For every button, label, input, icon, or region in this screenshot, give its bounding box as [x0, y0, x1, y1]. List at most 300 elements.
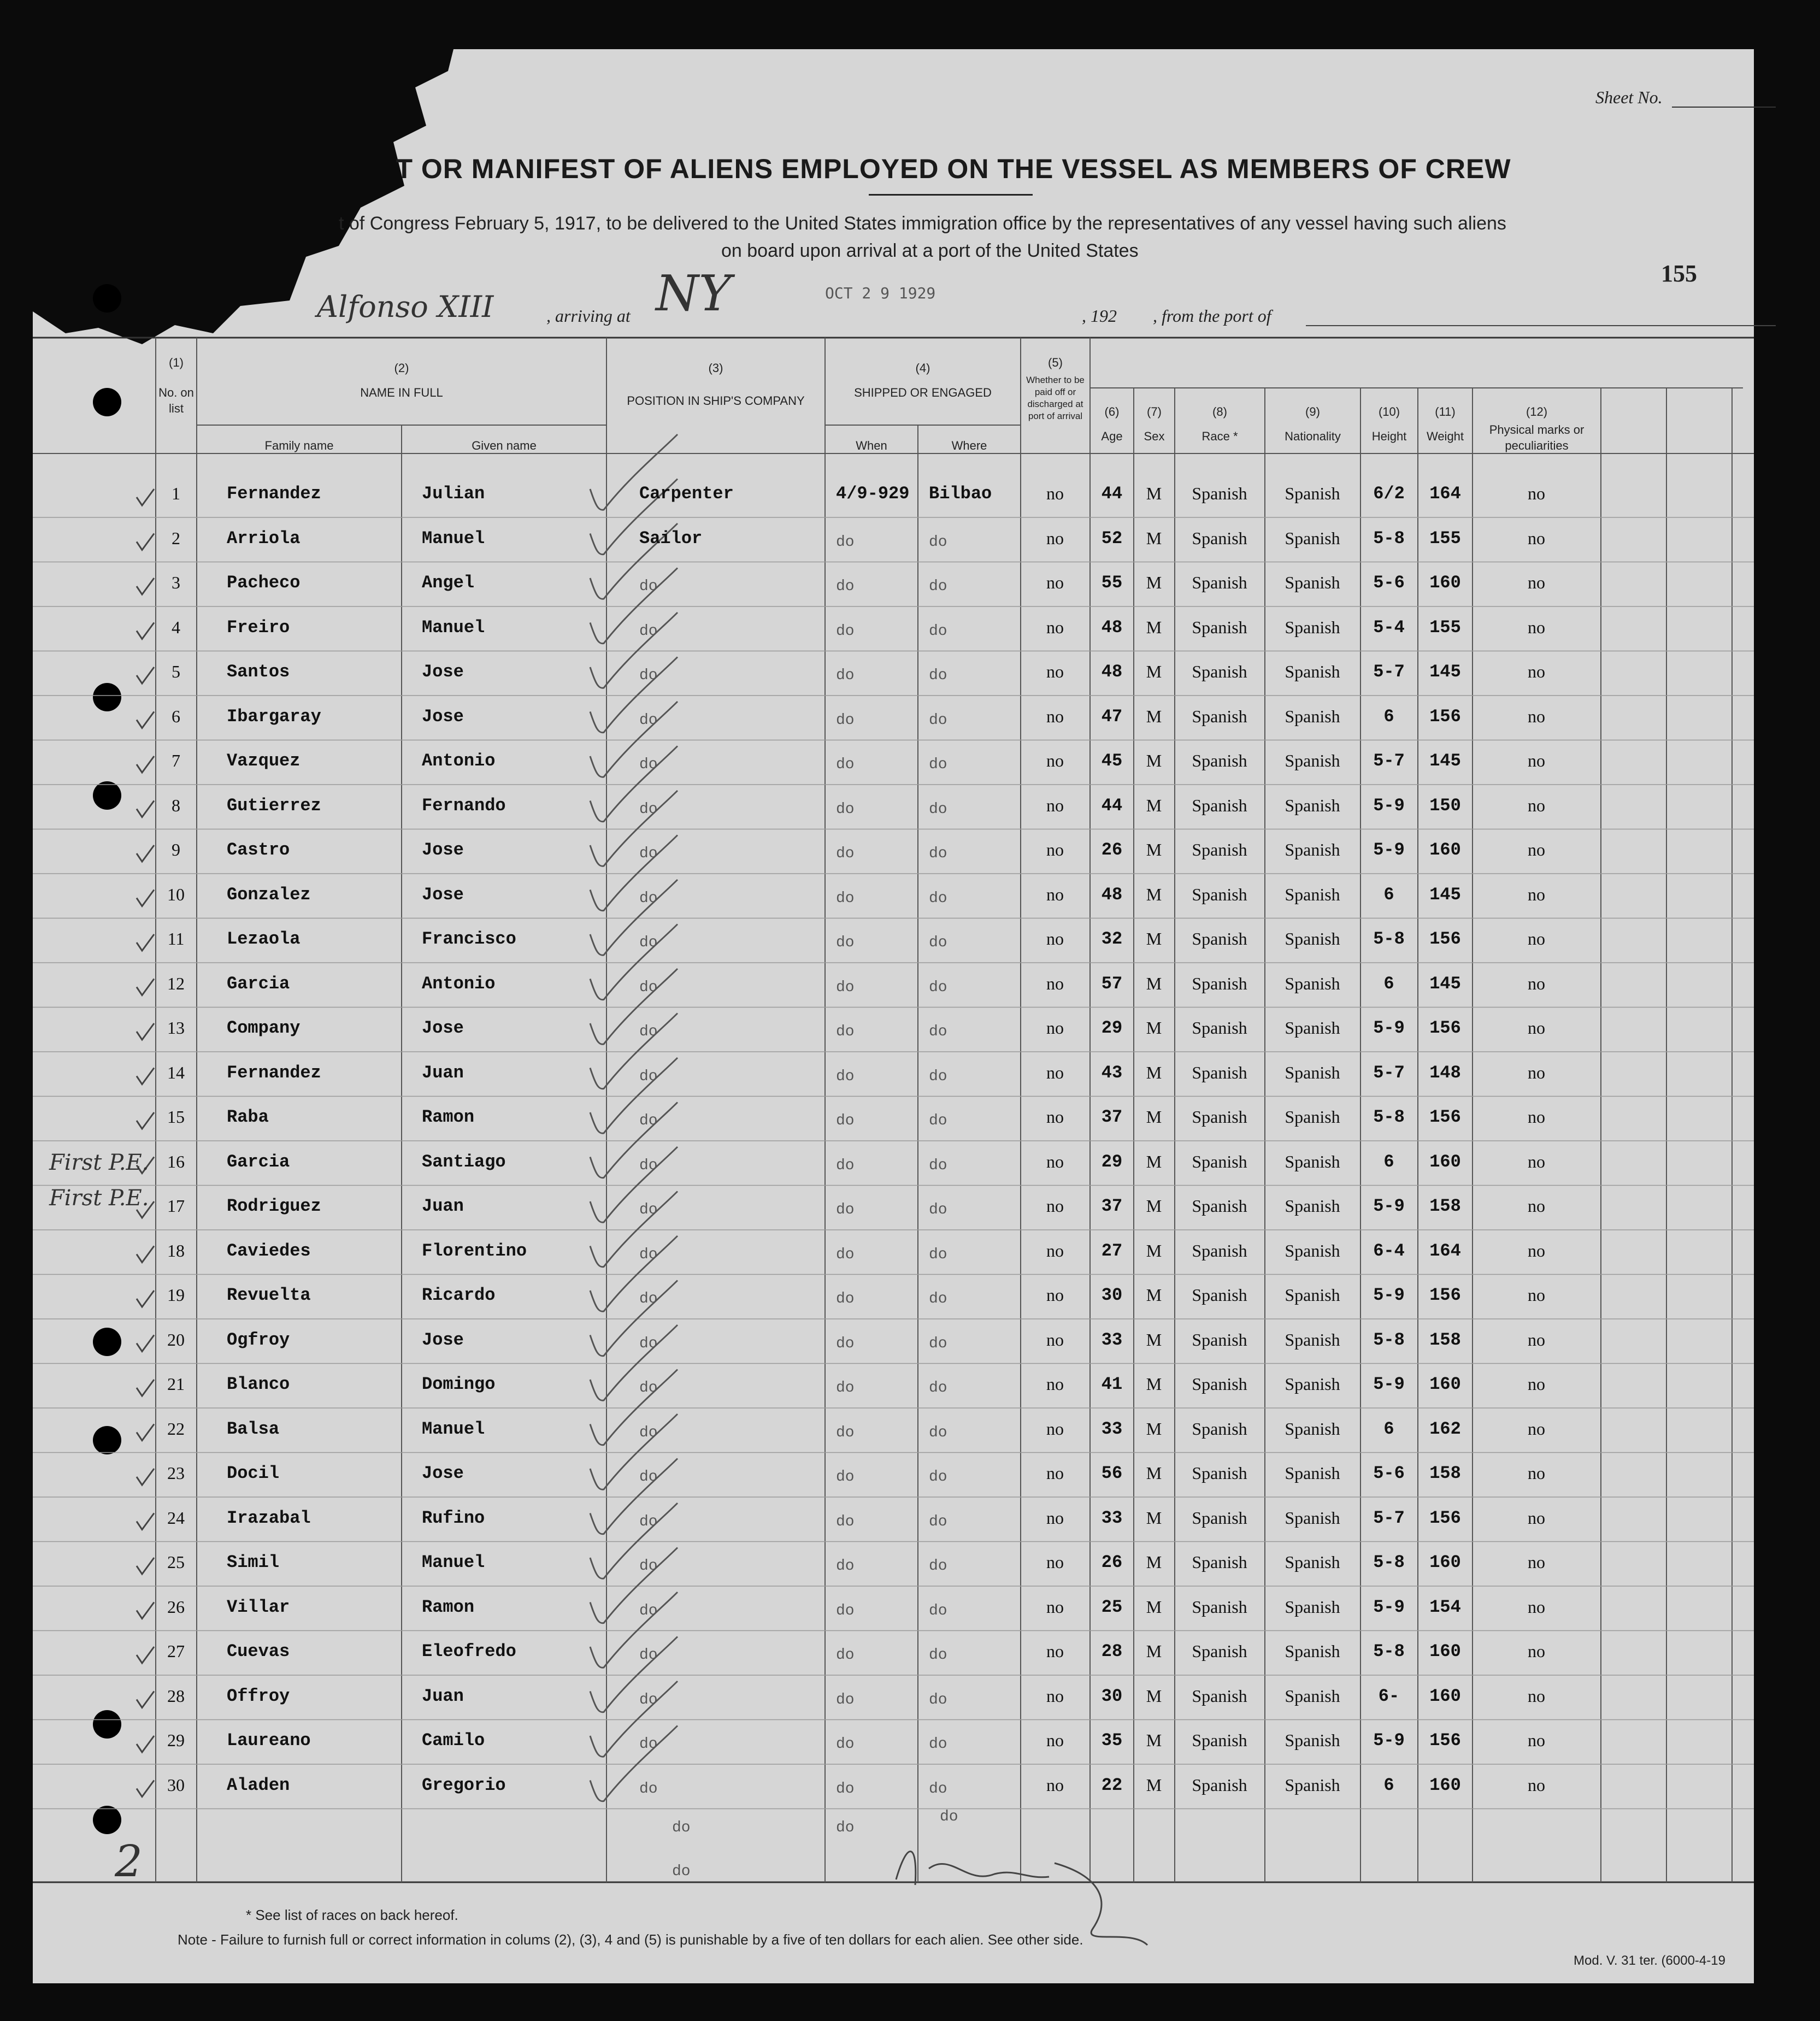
cell-nationality: Spanish	[1285, 1240, 1340, 1260]
cell-marks: no	[1528, 1775, 1545, 1795]
cell-family: Lezaola	[227, 929, 301, 949]
cell-nationality: Spanish	[1285, 1285, 1340, 1305]
cell-age: 47	[1101, 706, 1123, 727]
cell-when: do	[836, 711, 855, 729]
cell-family: Castro	[227, 840, 290, 860]
col4a-header: When	[856, 439, 887, 452]
cell-height: 5-8	[1373, 929, 1405, 949]
cell-family: Irazabal	[227, 1507, 311, 1528]
cell-weight: 150	[1429, 795, 1461, 816]
cell-paid: no	[1046, 1418, 1064, 1439]
cell-nationality: Spanish	[1285, 1463, 1340, 1483]
cell-weight: 164	[1429, 484, 1461, 504]
cell-where: do	[929, 756, 947, 773]
cell-age: 57	[1101, 973, 1123, 994]
cell-sex: M	[1146, 1686, 1162, 1706]
cell-family: Arriola	[227, 528, 301, 549]
cell-no: 3	[172, 573, 180, 592]
cell-race: Spanish	[1192, 484, 1247, 503]
cell-nationality: Spanish	[1285, 662, 1340, 681]
cell-race: Spanish	[1192, 1463, 1247, 1483]
cell-race: Spanish	[1192, 1418, 1247, 1439]
cell-weight: 145	[1429, 751, 1461, 771]
cell-nationality: Spanish	[1285, 1374, 1340, 1394]
cell-weight: 156	[1429, 1730, 1461, 1751]
cell-family: Balsa	[227, 1418, 280, 1439]
cell-given: Jose	[422, 884, 464, 905]
cell-family: Fernandez	[227, 484, 321, 504]
cell-weight: 155	[1429, 617, 1461, 638]
cell-weight: 158	[1429, 1329, 1461, 1350]
cell-when: do	[836, 1736, 855, 1753]
cell-height: 6	[1383, 1151, 1394, 1172]
col9-number: (9)	[1305, 405, 1320, 419]
cell-when: do	[836, 1112, 855, 1129]
cell-race: Spanish	[1192, 1107, 1247, 1127]
cell-age: 48	[1101, 662, 1123, 682]
cell-age: 26	[1101, 1552, 1123, 1572]
cell-when: do	[836, 1201, 855, 1218]
cell-given: Jose	[422, 706, 464, 727]
cell-sex: M	[1146, 1730, 1162, 1750]
cell-no: 17	[167, 1196, 185, 1216]
cell-where: do	[929, 1469, 947, 1486]
cell-given: Antonio	[422, 751, 496, 771]
cell-no: 30	[167, 1775, 185, 1795]
arriving-port: NY	[656, 265, 732, 322]
cell-age: 22	[1101, 1775, 1123, 1795]
cell-race: Spanish	[1192, 840, 1247, 859]
cell-paid: no	[1046, 1285, 1064, 1305]
cell-marks: no	[1528, 528, 1545, 548]
cell-race: Spanish	[1192, 1507, 1247, 1528]
cell-where: do	[929, 711, 947, 729]
cell-when: do	[836, 1068, 855, 1085]
cell-paid: no	[1046, 528, 1064, 548]
cell-race: Spanish	[1192, 1018, 1247, 1038]
cell-paid: no	[1046, 706, 1064, 726]
cell-age: 48	[1101, 617, 1123, 638]
cell-where: Bilbao	[929, 484, 992, 504]
margin-note-row17: First P.E.	[49, 1186, 149, 1211]
cell-marks: no	[1528, 484, 1545, 503]
sheet-number-label: Sheet No.	[1595, 87, 1663, 107]
cell-given: Jose	[422, 1463, 464, 1483]
col12-header: Physical marks or peculiarities	[1489, 423, 1585, 452]
cell-family: Villar	[227, 1596, 290, 1617]
cell-marks: no	[1528, 662, 1545, 681]
form-title: T OR MANIFEST OF ALIENS EMPLOYED ON THE VESSEL AS MEMBERS OF CREW	[396, 154, 1511, 184]
cell-when: do	[836, 1602, 855, 1619]
cell-height: 5-9	[1373, 1285, 1405, 1305]
cell-given: Domingo	[422, 1374, 496, 1394]
cell-paid: no	[1046, 1018, 1064, 1038]
cell-given: Camilo	[422, 1730, 485, 1751]
cell-family: Cuevas	[227, 1641, 290, 1661]
cell-marks: no	[1528, 884, 1545, 904]
col11-header: Weight	[1426, 429, 1464, 443]
col1-header: No. on list	[158, 386, 194, 415]
cell-sex: M	[1146, 929, 1162, 948]
cell-when: do	[836, 1424, 855, 1441]
cell-age: 37	[1101, 1107, 1123, 1127]
cell-where: do	[929, 622, 947, 640]
margin-note-count: 2	[115, 1836, 143, 1887]
cell-when: do	[836, 1558, 855, 1575]
cell-marks: no	[1528, 1730, 1545, 1750]
cell-where: do	[929, 1558, 947, 1575]
cell-where: do	[929, 1380, 947, 1397]
cell-sex: M	[1146, 1641, 1162, 1661]
cell-sex: M	[1146, 973, 1162, 993]
cell-nationality: Spanish	[1285, 751, 1340, 770]
cell-marks: no	[1528, 1151, 1545, 1171]
cell-where: do	[929, 1780, 947, 1798]
cell-paid: no	[1046, 617, 1064, 637]
cell-given: Juan	[422, 1196, 464, 1216]
cell-height: 5-9	[1373, 795, 1405, 816]
cell-family: Vazquez	[227, 751, 301, 771]
cell-marks: no	[1528, 795, 1545, 815]
cell-paid: no	[1046, 1730, 1064, 1750]
cell-marks: no	[1528, 1418, 1545, 1439]
cell-paid: no	[1046, 1463, 1064, 1483]
cell-paid: no	[1046, 795, 1064, 815]
cell-paid: no	[1046, 1641, 1064, 1661]
cell-sex: M	[1146, 484, 1162, 503]
cell-age: 33	[1101, 1507, 1123, 1528]
extra-ditto-position: do	[672, 1819, 691, 1836]
cell-position: do	[639, 1647, 658, 1664]
cell-when: do	[836, 756, 855, 773]
col4-header: SHIPPED OR ENGAGED	[854, 386, 992, 399]
col6-header: Age	[1101, 429, 1123, 443]
cell-where: do	[929, 1023, 947, 1040]
col8-number: (8)	[1212, 405, 1227, 419]
cell-weight: 156	[1429, 1285, 1461, 1305]
cell-no: 24	[167, 1507, 185, 1528]
cell-no: 13	[167, 1018, 185, 1038]
cell-given: Juan	[422, 1686, 464, 1706]
cell-given: Antonio	[422, 973, 496, 994]
cell-sex: M	[1146, 1552, 1162, 1572]
cell-race: Spanish	[1192, 617, 1247, 637]
cell-paid: no	[1046, 1240, 1064, 1260]
margin-note-row16: First P.E.	[49, 1150, 149, 1175]
cell-no: 5	[172, 662, 180, 681]
cell-given: Francisco	[422, 929, 516, 949]
cell-no: 1	[172, 484, 180, 503]
form-model-number: Mod. V. 31 ter. (6000-4-19	[1574, 1953, 1725, 1968]
cell-marks: no	[1528, 840, 1545, 859]
cell-when: do	[836, 622, 855, 640]
cell-when: do	[836, 578, 855, 595]
cell-no: 18	[167, 1240, 185, 1260]
table-grid	[33, 49, 1754, 1983]
cell-nationality: Spanish	[1285, 884, 1340, 904]
cell-where: do	[929, 845, 947, 862]
cell-position: do	[639, 889, 658, 907]
cell-when: do	[836, 1647, 855, 1664]
cell-height: 5-7	[1373, 662, 1405, 682]
cell-given: Julian	[422, 484, 485, 504]
form-subtitle-2: on board upon arrival at a port of the United States	[721, 240, 1139, 261]
cell-weight: 158	[1429, 1196, 1461, 1216]
cell-race: Spanish	[1192, 1062, 1247, 1082]
cell-height: 6-4	[1373, 1240, 1405, 1261]
cell-marks: no	[1528, 1062, 1545, 1082]
cell-no: 23	[167, 1463, 185, 1483]
cell-marks: no	[1528, 1196, 1545, 1216]
cell-marks: no	[1528, 1018, 1545, 1038]
cell-when: do	[836, 1469, 855, 1486]
cell-where: do	[929, 667, 947, 684]
col5-number: (5)	[1048, 356, 1063, 369]
cell-sex: M	[1146, 528, 1162, 548]
cell-nationality: Spanish	[1285, 1775, 1340, 1795]
cell-no: 25	[167, 1552, 185, 1572]
cell-weight: 158	[1429, 1463, 1461, 1483]
cell-where: do	[929, 1647, 947, 1664]
cell-race: Spanish	[1192, 751, 1247, 770]
col2a-header: Family name	[264, 439, 334, 452]
cell-where: do	[929, 1068, 947, 1085]
cell-no: 22	[167, 1418, 185, 1439]
cell-position: do	[639, 1424, 658, 1441]
cell-age: 29	[1101, 1151, 1123, 1172]
cell-given: Gregorio	[422, 1775, 506, 1795]
cell-no: 10	[167, 884, 185, 904]
cell-position: do	[639, 1469, 658, 1486]
cell-weight: 145	[1429, 973, 1461, 994]
cell-marks: no	[1528, 1329, 1545, 1350]
cell-where: do	[929, 1691, 947, 1708]
cell-family: Gonzalez	[227, 884, 311, 905]
col11-number: (11)	[1435, 405, 1456, 419]
cell-position: do	[639, 1291, 658, 1307]
cell-weight: 162	[1429, 1418, 1461, 1439]
cell-paid: no	[1046, 1775, 1064, 1795]
cell-sex: M	[1146, 1418, 1162, 1439]
cell-height: 5-9	[1373, 1596, 1405, 1617]
cell-weight: 156	[1429, 929, 1461, 949]
cell-where: do	[929, 578, 947, 595]
cell-height: 5-4	[1373, 617, 1405, 638]
cell-weight: 160	[1429, 1686, 1461, 1706]
cell-where: do	[929, 1291, 947, 1307]
col2-header: NAME IN FULL	[360, 386, 443, 399]
cell-given: Fernando	[422, 795, 506, 816]
col1-number: (1)	[169, 356, 184, 369]
cell-no: 11	[167, 929, 185, 948]
cell-when: do	[836, 1246, 855, 1263]
cell-weight: 160	[1429, 1374, 1461, 1394]
extra-ditto-where: do	[940, 1808, 958, 1825]
cell-paid: no	[1046, 840, 1064, 859]
cell-nationality: Spanish	[1285, 528, 1340, 548]
cell-nationality: Spanish	[1285, 1552, 1340, 1572]
cell-weight: 145	[1429, 884, 1461, 905]
cell-position: do	[639, 1513, 658, 1530]
cell-no: 8	[172, 795, 180, 815]
cell-age: 30	[1101, 1285, 1123, 1305]
cell-position: do	[639, 845, 658, 862]
cell-family: Fernandez	[227, 1062, 321, 1083]
cell-weight: 160	[1429, 1641, 1461, 1661]
cell-race: Spanish	[1192, 1151, 1247, 1171]
col3-header: POSITION IN SHIP'S COMPANY	[627, 394, 805, 408]
cell-no: 12	[167, 973, 185, 993]
cell-where: do	[929, 1736, 947, 1753]
cell-paid: no	[1046, 751, 1064, 770]
cell-given: Santiago	[422, 1151, 506, 1172]
cell-family: Laureano	[227, 1730, 311, 1751]
cell-height: 5-6	[1373, 573, 1405, 593]
race-footnote: * See list of races on back hereof.	[246, 1907, 458, 1923]
cell-where: do	[929, 800, 947, 818]
year-label: , 192	[1082, 306, 1117, 326]
cell-sex: M	[1146, 884, 1162, 904]
cell-no: 9	[172, 840, 180, 859]
cell-nationality: Spanish	[1285, 1151, 1340, 1171]
cell-marks: no	[1528, 1641, 1545, 1661]
cell-position: do	[639, 711, 658, 729]
cell-paid: no	[1046, 1151, 1064, 1171]
cell-where: do	[929, 889, 947, 907]
cell-paid: no	[1046, 1374, 1064, 1394]
cell-no: 27	[167, 1641, 185, 1661]
cell-race: Spanish	[1192, 662, 1247, 681]
cell-nationality: Spanish	[1285, 573, 1340, 592]
cell-when: do	[836, 533, 855, 551]
cell-paid: no	[1046, 1329, 1064, 1350]
cell-weight: 160	[1429, 573, 1461, 593]
cell-where: do	[929, 533, 947, 551]
col2b-header: Given name	[472, 439, 537, 452]
cell-family: Company	[227, 1018, 301, 1038]
cell-position: do	[639, 1068, 658, 1085]
extra-ditto-when: do	[836, 1819, 855, 1836]
cell-height: 5-7	[1373, 1062, 1405, 1083]
form-subtitle-1: t of Congress February 5, 1917, to be delivered to the United States immigration office by the representatives of any vessel having such aliens	[339, 213, 1506, 234]
cell-family: Caviedes	[227, 1240, 311, 1261]
cell-weight: 160	[1429, 840, 1461, 860]
cell-nationality: Spanish	[1285, 1686, 1340, 1706]
cell-where: do	[929, 979, 947, 996]
cell-sex: M	[1146, 1151, 1162, 1171]
cell-family: Ibargaray	[227, 706, 321, 727]
cell-family: Revuelta	[227, 1285, 311, 1305]
cell-sex: M	[1146, 1285, 1162, 1305]
cell-position: do	[639, 800, 658, 818]
cell-nationality: Spanish	[1285, 484, 1340, 503]
cell-race: Spanish	[1192, 973, 1247, 993]
cell-race: Spanish	[1192, 1374, 1247, 1394]
cell-sex: M	[1146, 662, 1162, 681]
cell-no: 20	[167, 1329, 185, 1350]
cell-when: 4/9-929	[836, 484, 910, 504]
cell-position: do	[639, 934, 658, 951]
cell-height: 5-9	[1373, 1018, 1405, 1038]
cell-marks: no	[1528, 1374, 1545, 1394]
cell-family: Offroy	[227, 1686, 290, 1706]
cell-paid: no	[1046, 573, 1064, 592]
cell-family: Garcia	[227, 973, 290, 994]
cell-race: Spanish	[1192, 528, 1247, 548]
cell-age: 55	[1101, 573, 1123, 593]
cell-when: do	[836, 979, 855, 996]
cell-age: 27	[1101, 1240, 1123, 1261]
cell-when: do	[836, 1157, 855, 1174]
cell-weight: 148	[1429, 1062, 1461, 1083]
cell-sex: M	[1146, 751, 1162, 770]
cell-marks: no	[1528, 1285, 1545, 1305]
cell-race: Spanish	[1192, 929, 1247, 948]
cell-height: 5-8	[1373, 1107, 1405, 1127]
cell-given: Jose	[422, 1329, 464, 1350]
col3-number: (3)	[708, 361, 723, 375]
cell-paid: no	[1046, 1107, 1064, 1127]
cell-race: Spanish	[1192, 1730, 1247, 1750]
cell-race: Spanish	[1192, 1686, 1247, 1706]
cell-paid: no	[1046, 1596, 1064, 1617]
cell-paid: no	[1046, 1507, 1064, 1528]
cell-nationality: Spanish	[1285, 929, 1340, 948]
cell-when: do	[836, 1780, 855, 1798]
cell-weight: 160	[1429, 1151, 1461, 1172]
cell-sex: M	[1146, 1507, 1162, 1528]
cell-race: Spanish	[1192, 884, 1247, 904]
cell-family: Gutierrez	[227, 795, 321, 816]
cell-position: do	[639, 1335, 658, 1352]
cell-family: Pacheco	[227, 573, 301, 593]
cell-given: Ramon	[422, 1107, 475, 1127]
cell-marks: no	[1528, 617, 1545, 637]
cell-race: Spanish	[1192, 1285, 1247, 1305]
cell-no: 4	[172, 617, 180, 637]
cell-nationality: Spanish	[1285, 1062, 1340, 1082]
cell-position: do	[639, 1780, 658, 1798]
cell-sex: M	[1146, 1107, 1162, 1127]
cell-nationality: Spanish	[1285, 840, 1340, 859]
cell-position: do	[639, 979, 658, 996]
cell-age: 41	[1101, 1374, 1123, 1394]
cell-nationality: Spanish	[1285, 1329, 1340, 1350]
cell-height: 5-9	[1373, 1730, 1405, 1751]
col9-header: Nationality	[1285, 429, 1341, 443]
cell-no: 21	[167, 1374, 185, 1394]
cell-paid: no	[1046, 1686, 1064, 1706]
cell-height: 5-8	[1373, 1641, 1405, 1661]
cell-position: do	[639, 1380, 658, 1397]
cell-height: 6/2	[1373, 484, 1405, 504]
cell-nationality: Spanish	[1285, 973, 1340, 993]
cell-when: do	[836, 1291, 855, 1307]
cell-height: 5-6	[1373, 1463, 1405, 1483]
cell-nationality: Spanish	[1285, 795, 1340, 815]
cell-paid: no	[1046, 484, 1064, 503]
cell-where: do	[929, 1602, 947, 1619]
cell-given: Ramon	[422, 1596, 475, 1617]
cell-race: Spanish	[1192, 1240, 1247, 1260]
cell-nationality: Spanish	[1285, 1107, 1340, 1127]
cell-position: do	[639, 1246, 658, 1263]
cell-nationality: Spanish	[1285, 617, 1340, 637]
cell-height: 6	[1383, 884, 1394, 905]
cell-sex: M	[1146, 1329, 1162, 1350]
cell-age: 56	[1101, 1463, 1123, 1483]
cell-where: do	[929, 1201, 947, 1218]
